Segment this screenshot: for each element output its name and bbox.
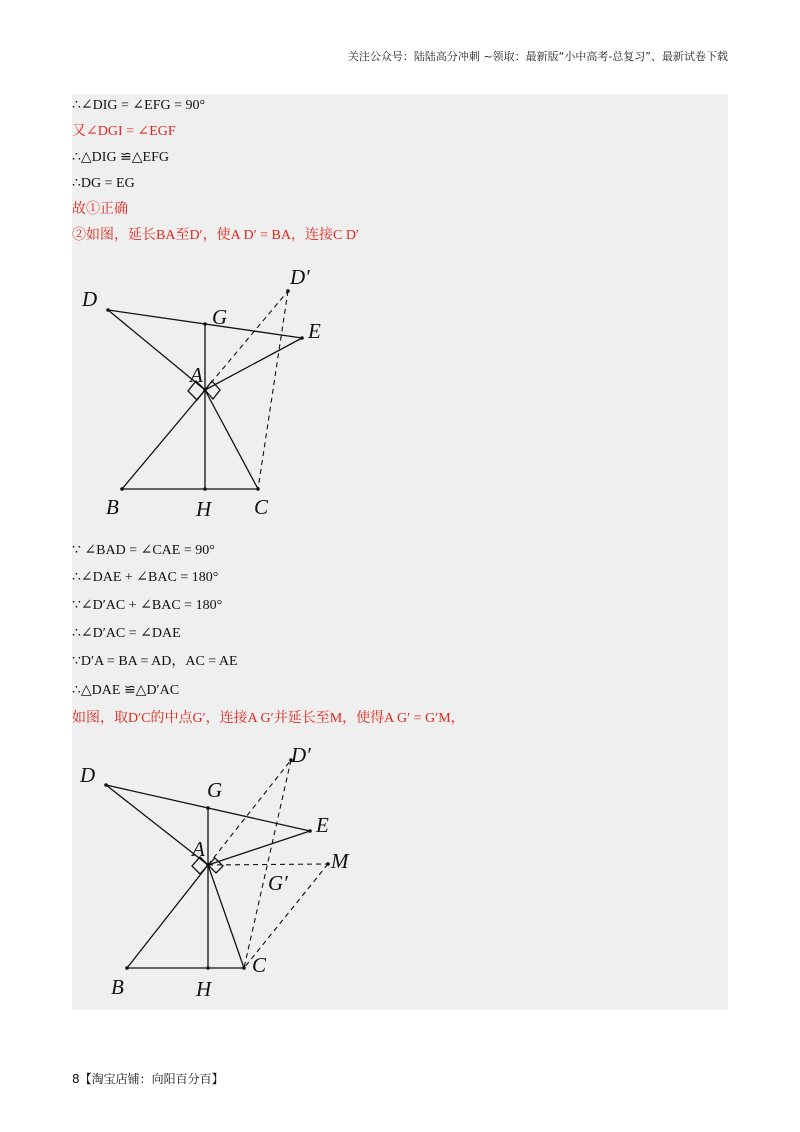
proof-line-10: ∴∠D′AC = ∠DAE [72,626,181,641]
label-D: D [80,763,96,787]
label-E: E [316,813,329,837]
segment-BA [127,865,208,968]
segment-AE [205,338,302,390]
page-footer [72,1070,224,1087]
label-C: C [254,495,269,519]
label-G: G [207,778,223,802]
geometry-figure-2 [72,740,392,1004]
page-header: 关注公众号：陆陆高分冲刺 ~领取：最新版“小中高考-总复习”、最新试卷下载 [347,50,728,63]
label-M: M [331,849,349,873]
proof-line-11: ∵D′A = BA = AD，AC = AE [72,654,238,669]
proof-line-1: ∴∠DIG = ∠EFG = 90° [72,98,206,113]
label-C: C [252,953,267,977]
segment-BA [122,390,205,489]
proof-line-2: 又∠DGI = ∠EGF [72,124,176,139]
label-G-prime: G′ [268,871,288,895]
proof-line-7: ∵ ∠BAD = ∠CAE = 90° [72,543,215,558]
label-B: B [111,975,124,999]
label-B: B [106,495,119,519]
label-D: D [82,287,98,311]
dashed-segment-AD-prime [208,760,291,865]
solution-content [72,94,728,1010]
proof-line-3: ∴△DIG ≌△EFG [72,150,170,165]
label-D-prime: D′ [290,265,310,289]
page-number: 8 [72,1072,80,1086]
segment-AC [205,390,258,489]
proof-line-13: 如图，取D′C的中点G′，连接A G′并延长至M，使得A G′ = G′M， [72,711,465,726]
proof-line-8: ∴∠DAE + ∠BAC = 180° [72,570,219,585]
proof-line-4: ∴DG = EG [72,176,135,191]
dashed-segment-AM [208,864,328,865]
shop-name: 【淘宝店铺：向阳百分百】 [79,1072,224,1086]
segment-AE [208,831,310,865]
proof-line-9: ∵∠D′AC + ∠BAC = 180° [72,598,223,613]
label-H: H [196,497,212,521]
label-A: A [190,363,203,387]
segment-AC [208,865,244,968]
proof-line-5: 故①正确 [72,202,128,217]
proof-line-6: ②如图，延长BA至D′，使A D′ = BA，连接C D′ [72,228,359,243]
label-H: H [196,977,212,1001]
proof-line-12: ∴△DAE ≌△D′AC [72,683,180,698]
label-D-prime: D′ [291,743,311,767]
geometry-figure-1 [72,254,372,524]
label-A: A [192,837,205,861]
label-G: G [212,305,228,329]
label-E: E [308,319,321,343]
